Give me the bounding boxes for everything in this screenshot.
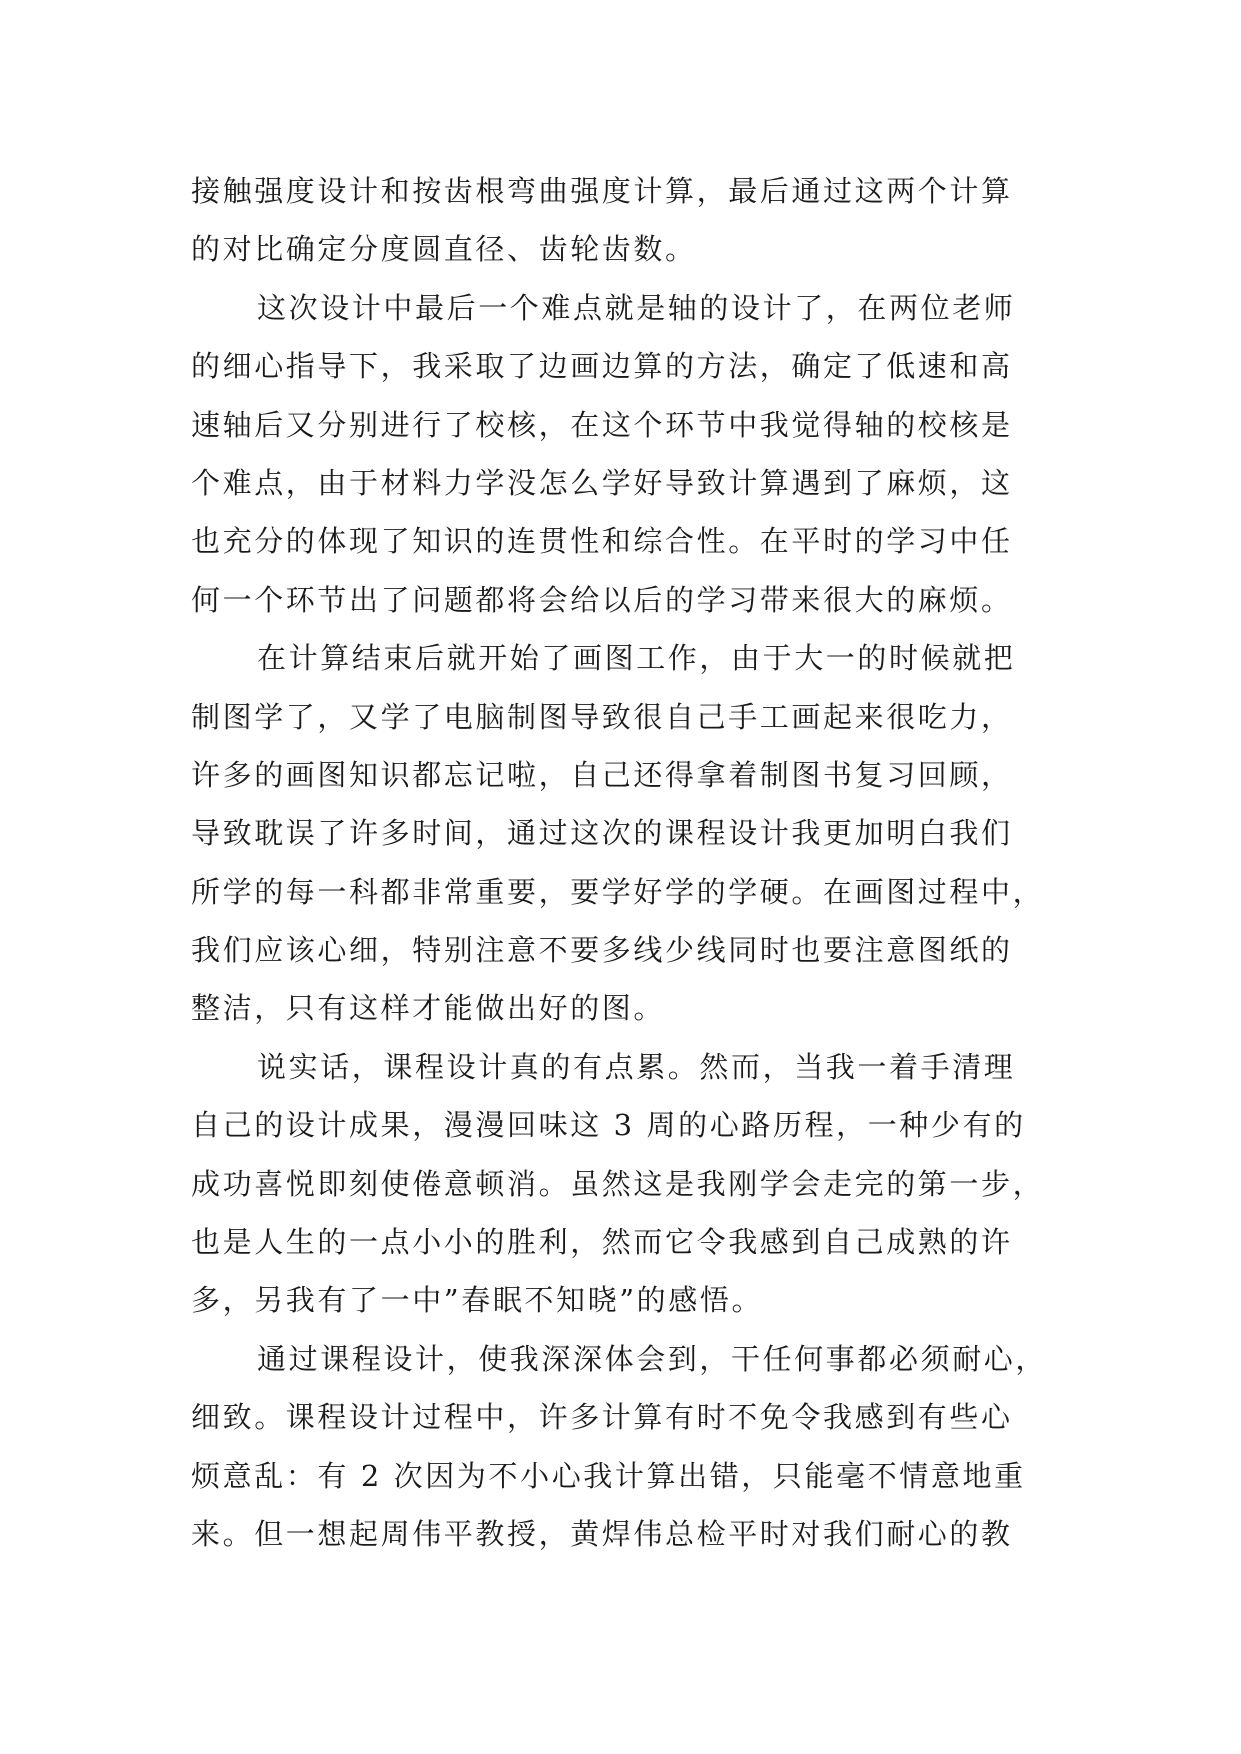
text-line: 接触强度设计和按齿根弯曲强度计算，最后通过这两个计算 [191, 174, 1013, 208]
text-line: 也充分的体现了知识的连贯性和综合性。在平时的学习中任 [191, 524, 1013, 559]
text-line: 个难点，由于材料力学没怎么学好导致计算遇到了麻烦，这 [191, 465, 1013, 500]
text-line: 的对比确定分度圆直径、齿轮齿数。 [191, 232, 697, 267]
text-line: 许多的画图知识都忘记啦，自己还得拿着制图书复习回顾， [191, 757, 1013, 792]
text-line: 来。但一想起周伟平教授，黄焊伟总检平时对我们耐心的教 [191, 1516, 1013, 1551]
text-line: 通过课程设计，使我深深体会到，干任何事都必须耐心， [257, 1341, 1048, 1376]
text-line: 的细心指导下，我采取了边画边算的方法，确定了低速和高 [191, 349, 1013, 384]
document-body [191, 162, 1071, 1563]
text-line: 这次设计中最后一个难点就是轴的设计了，在两位老师 [257, 290, 1016, 325]
text-line: 所学的每一科都非常重要，要学好学的学硬。在画图过程中， [191, 874, 1045, 909]
text-line: 细致。课程设计过程中，许多计算有时不免令我感到有些心 [191, 1400, 1013, 1435]
text-line: 何一个环节出了问题都将会给以后的学习带来很大的麻烦。 [191, 582, 1013, 617]
text-line: 烦意乱：有 2 次因为不小心我计算出错，只能毫不情意地重 [191, 1458, 1026, 1493]
text-line: 成功喜悦即刻使倦意顿消。虽然这是我刚学会走完的第一步， [191, 1166, 1045, 1201]
text-line: 说实话，课程设计真的有点累。然而，当我一着手清理 [257, 1049, 1016, 1084]
text-line: 在计算结束后就开始了画图工作，由于大一的时候就把 [257, 641, 1016, 676]
text-line: 导致耽误了许多时间，通过这次的课程设计我更加明白我们 [191, 816, 1013, 851]
text-line: 多，另我有了一中”春眠不知晓”的感悟。 [191, 1283, 764, 1318]
text-line: 制图学了，又学了电脑制图导致很自己手工画起来很吃力， [191, 699, 1013, 734]
text-line: 整洁，只有这样才能做出好的图。 [191, 991, 666, 1026]
text-line: 速轴后又分别进行了校核，在这个环节中我觉得轴的校核是 [191, 407, 1013, 442]
text-line: 自己的设计成果，漫漫回味这 3 周的心路历程，一种少有的 [191, 1108, 1026, 1143]
text-line: 我们应该心细，特别注意不要多线少线同时也要注意图纸的 [191, 933, 1013, 968]
text-line: 也是人生的一点小小的胜利，然而它令我感到自己成熟的许 [191, 1225, 1013, 1260]
